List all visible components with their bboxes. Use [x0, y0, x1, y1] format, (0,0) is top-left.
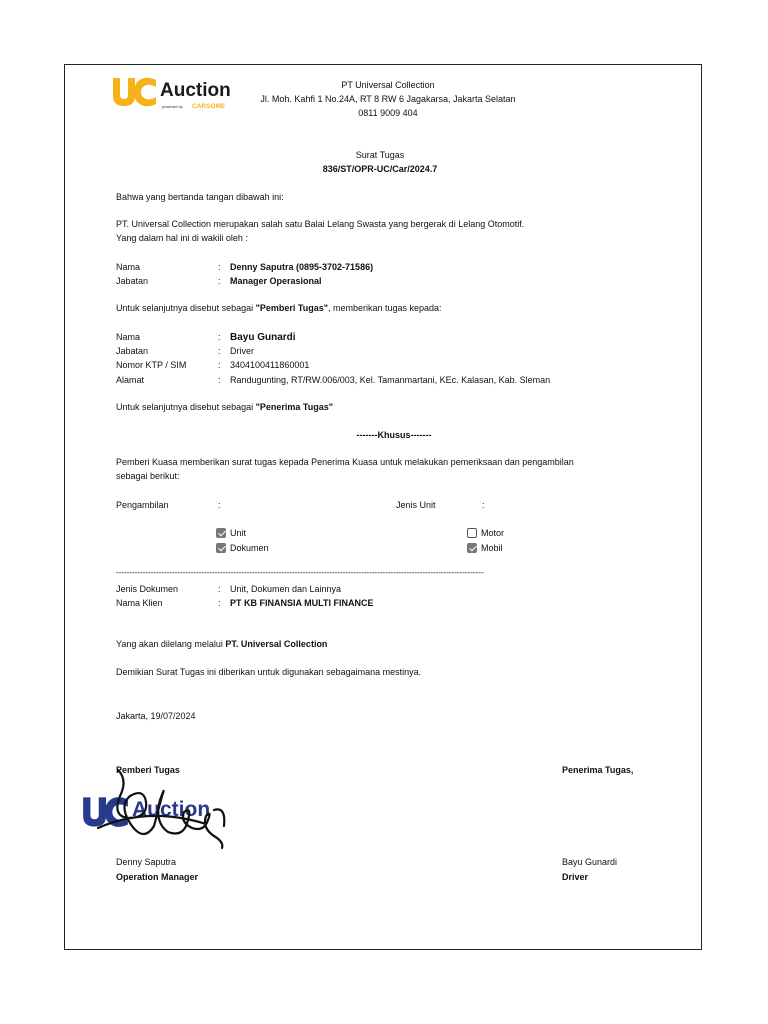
pemberi-nama: Denny Saputra (0895-3702-71586) — [230, 262, 374, 272]
penerima-role: Driver — [562, 872, 589, 882]
dashed-separator: ------------------------------------------------------------------------------------------------------------------------------------------ — [116, 568, 484, 577]
penerima-ktp: 3404100411860001 — [230, 360, 310, 370]
kuasa-text-line-1: Pemberi Kuasa memberikan surat tugas kepada Penerima Kuasa untuk melakukan pemeriksaan dan pengambilan — [116, 457, 574, 467]
company-description: PT. Universal Collection merupakan salah satu Balai Lelang Swasta yang bergerak di Lelang Otomotif. — [116, 219, 525, 229]
logo-text: Auction — [160, 80, 231, 101]
company-logo — [110, 76, 240, 116]
label-ktp: Nomor KTP / SIM — [116, 360, 187, 370]
colon: : — [218, 332, 221, 342]
text-post: , memberikan tugas kepada: — [327, 303, 442, 313]
company-address: Jl. Moh. Kahfi 1 No.24A, RT 8 RW 6 Jagakarsa, Jakarta Selatan — [260, 94, 516, 104]
khusus-heading: -------Khusus------- — [356, 430, 432, 440]
label-nama-klien: Nama Klien — [116, 598, 163, 608]
representative-text: Yang dalam hal ini di wakili oleh : — [116, 233, 248, 243]
label-nama: Nama — [116, 262, 141, 272]
checkbox-motor-label: Motor — [481, 528, 505, 538]
text-bold: "Penerima Tugas" — [255, 402, 333, 412]
penerima-name: Bayu Gunardi — [562, 857, 618, 867]
checkbox-unit-box[interactable] — [216, 528, 226, 538]
pemberi-tugas-title: Pemberi Tugas — [116, 765, 180, 775]
colon: : — [218, 276, 221, 286]
label-jabatan: Jabatan — [116, 276, 149, 286]
label-jabatan: Jabatan — [116, 346, 149, 356]
label-pengambilan: Pengambilan — [116, 500, 169, 510]
colon: : — [218, 262, 221, 272]
logo-powered-by: powered by — [162, 104, 183, 109]
penerima-nama: Bayu Gunardi — [230, 332, 296, 343]
handwritten-signature — [88, 766, 258, 856]
lelang-text — [116, 639, 327, 649]
penerima-tugas-text — [116, 402, 333, 412]
colon: : — [218, 500, 221, 510]
text-bold: "Pemberi Tugas" — [255, 303, 328, 313]
colon: : — [218, 598, 221, 608]
penerima-jabatan: Driver — [230, 346, 254, 356]
label-alamat: Alamat — [116, 375, 145, 385]
pemberi-role: Operation Manager — [116, 872, 199, 882]
checkbox-unit-label: Unit — [230, 528, 247, 538]
penerima-tugas-title: Penerima Tugas, — [562, 765, 634, 775]
checkbox-motor-box[interactable] — [467, 528, 477, 538]
text-pre: Yang akan dilelang melalui — [116, 639, 226, 649]
closing-text: Demikian Surat Tugas ini diberikan untuk digunakan sebagaimana mestinya. — [116, 667, 422, 677]
checkbox-mobil-box[interactable] — [467, 543, 477, 553]
colon: : — [218, 584, 221, 594]
pemberi-jabatan: Manager Operasional — [230, 276, 322, 286]
colon: : — [218, 375, 221, 385]
text-pre: Untuk selanjutnya disebut sebagai — [116, 402, 256, 412]
logo-brand: CARSOME — [192, 103, 226, 110]
pemberi-tugas-text — [116, 303, 442, 313]
intro-text: Bahwa yang bertanda tangan dibawah ini: — [116, 192, 284, 202]
label-nama: Nama — [116, 332, 141, 342]
colon: : — [218, 360, 221, 370]
label-jenis-unit: Jenis Unit — [396, 500, 436, 510]
label-jenis-dokumen: Jenis Dokumen — [116, 584, 179, 594]
checkbox-dokumen-label: Dokumen — [230, 543, 269, 553]
colon: : — [218, 346, 221, 356]
colon: : — [482, 500, 485, 510]
penerima-alamat: Randugunting, RT/RW.006/003, Kel. Tamanmartani, KEc. Kalasan, Kab. Sleman — [230, 375, 551, 385]
checkbox-mobil-label: Mobil — [481, 543, 503, 553]
nama-klien-value: PT KB FINANSIA MULTI FINANCE — [230, 598, 374, 608]
text-pre: Untuk selanjutnya disebut sebagai — [116, 303, 256, 313]
company-name: PT Universal Collection — [341, 80, 435, 90]
document-number: 836/ST/OPR-UC/Car/2024.7 — [322, 164, 438, 174]
uc-logo-icon — [110, 76, 158, 108]
company-phone: 0811 9009 404 — [358, 108, 418, 118]
pemberi-name: Denny Saputra — [116, 857, 177, 867]
checkbox-dokumen-box[interactable] — [216, 543, 226, 553]
place-date: Jakarta, 19/07/2024 — [116, 711, 196, 721]
document-title: Surat Tugas — [355, 150, 405, 160]
jenis-dokumen-value: Unit, Dokumen dan Lainnya — [230, 584, 342, 594]
text-bold: PT. Universal Collection — [225, 639, 328, 649]
kuasa-text-line-2: sebagai berikut: — [116, 471, 180, 481]
stamp-text: Auction — [132, 798, 211, 821]
